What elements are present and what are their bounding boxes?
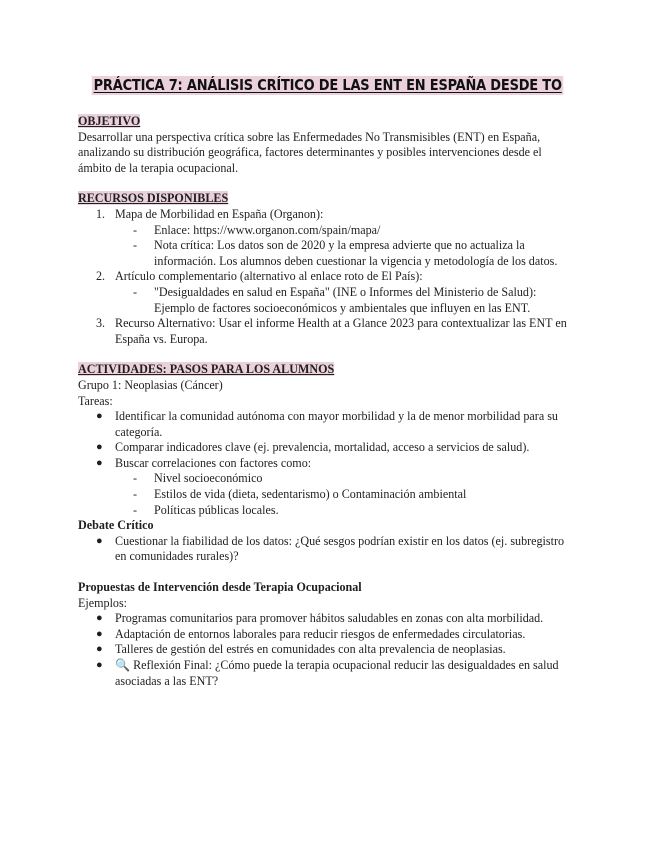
list-item (78, 409, 578, 440)
tareas-list (78, 409, 578, 471)
list-item-text: Talleres de gestión del estrés en comunidades con alta prevalencia de neoplasias. (115, 642, 506, 657)
list-item (78, 223, 578, 239)
dash-marker: - (133, 487, 138, 502)
bullet-marker: ● (96, 410, 103, 423)
bullet-marker: ● (96, 643, 103, 656)
list-item-text: Programas comunitarios para promover hábitos saludables en zonas con alta morbilidad. (115, 611, 544, 626)
propuestas-list (78, 611, 578, 689)
link-text[interactable]: Enlace: https://www.organon.com/spain/mapa/ (154, 222, 381, 237)
list-item-text: 🔍 Reflexión Final: ¿Cómo puede la terapia ocupacional reducir las desigualdades en salud asociadas a las ENT? (115, 658, 559, 688)
list-item (78, 238, 578, 269)
list-item-text: Comparar indicadores clave (ej. prevalencia, mortalidad, acceso a servicios de salud). (115, 440, 530, 455)
recursos-list (78, 316, 578, 347)
list-item-text: Nota crítica: Los datos son de 2020 y la empresa advierte que no actualiza la información. Los alumnos deben cuestionar la vigencia y metodología de los datos. (154, 238, 558, 268)
list-item (78, 503, 578, 519)
list-item-text: Adaptación de entornos laborales para reducir riesgos de enfermedades circulatorias. (115, 626, 526, 641)
tareas-label: Tareas: (78, 393, 113, 408)
propuestas-section (78, 580, 578, 689)
list-item (78, 611, 578, 627)
actividades-heading: ACTIVIDADES: PASOS PARA LOS ALUMNOS (78, 362, 335, 377)
list-number: 2. (96, 269, 106, 284)
objetivo-heading: OBJETIVO (78, 114, 141, 128)
dash-marker: - (133, 238, 138, 253)
title-wrapper (0, 76, 655, 95)
objetivo-section (78, 114, 578, 176)
dash-marker: - (133, 284, 138, 299)
document-title: PRÁCTICA 7: ANÁLISIS CRÍTICO DE LAS ENT EN ESPAÑA DESDE TO (93, 76, 562, 94)
bullet-marker: ● (96, 627, 103, 640)
list-item (78, 642, 578, 658)
list-item (78, 534, 578, 565)
dash-marker: - (133, 222, 138, 237)
spacer (78, 176, 578, 191)
list-item-text: "Desigualdades en salud en España" (INE o Informes del Ministerio de Salud): Ejemplo de factores socioeconómicos y ambientales que influyen en las ENT. (154, 284, 537, 315)
list-item (78, 627, 578, 643)
list-item-text: Mapa de Morbilidad en España (Organon): (115, 206, 324, 221)
document-content (78, 114, 578, 689)
objetivo-text: Desarrollar una perspectiva crítica sobre las Enfermedades No Transmisibles (ENT) en España, analizando su distribución geográfica, factores determinantes y posibles intervenciones desde el ámbito de la terapia ocupacional. (78, 129, 542, 175)
recursos-list (78, 207, 578, 223)
spacer (78, 565, 578, 580)
grupo-label: Grupo 1: Neoplasias (Cáncer) (78, 377, 223, 392)
list-item (78, 456, 578, 472)
recursos-section (78, 191, 578, 347)
list-item (78, 269, 578, 285)
bullet-marker: ● (96, 441, 103, 454)
recursos-sublist-1 (78, 223, 578, 270)
list-item-text: Identificar la comunidad autónoma con mayor morbilidad y la de menor morbilidad para su categoría. (115, 409, 558, 439)
list-item (78, 316, 578, 347)
propuestas-heading: Propuestas de Intervención desde Terapia Ocupacional (78, 580, 362, 595)
list-item (78, 207, 578, 223)
bullet-marker: ● (96, 659, 103, 671)
list-number: 3. (96, 316, 106, 331)
bullet-marker: ● (96, 612, 103, 625)
list-item (78, 440, 578, 456)
actividades-section (78, 362, 578, 565)
list-item (78, 471, 578, 487)
list-item-text: Estilos de vida (dieta, sedentarismo) o Contaminación ambiental (154, 487, 467, 502)
recursos-sublist-2 (78, 285, 578, 316)
bullet-marker: ● (96, 456, 103, 469)
list-item (78, 487, 578, 503)
recursos-list (78, 269, 578, 285)
list-item-text: Políticas públicas locales. (154, 502, 279, 517)
list-item (78, 658, 578, 689)
bullet-marker: ● (96, 534, 103, 547)
debate-list (78, 534, 578, 565)
list-item-text: Nivel socioeconómico (154, 471, 263, 486)
spacer (78, 347, 578, 362)
factores-list (78, 471, 578, 518)
list-item-text: Artículo complementario (alternativo al enlace roto de El País): (115, 269, 423, 284)
debate-label: Debate Crítico (78, 518, 154, 533)
ejemplos-label: Ejemplos: (78, 595, 128, 610)
list-number: 1. (96, 206, 106, 221)
list-item (78, 285, 578, 316)
recursos-heading: RECURSOS DISPONIBLES (78, 191, 229, 206)
dash-marker: - (133, 471, 138, 486)
list-item-text: Buscar correlaciones con factores como: (115, 455, 312, 470)
list-item-text: Cuestionar la fiabilidad de los datos: ¿Qué sesgos podrían existir en los datos (ej. subregistro en comunidades rurales)? (115, 533, 565, 564)
list-item-text: Recurso Alternativo: Usar el informe Health at a Glance 2023 para contextualizar las ENT en España vs. Europa. (115, 316, 567, 346)
dash-marker: - (133, 502, 138, 517)
